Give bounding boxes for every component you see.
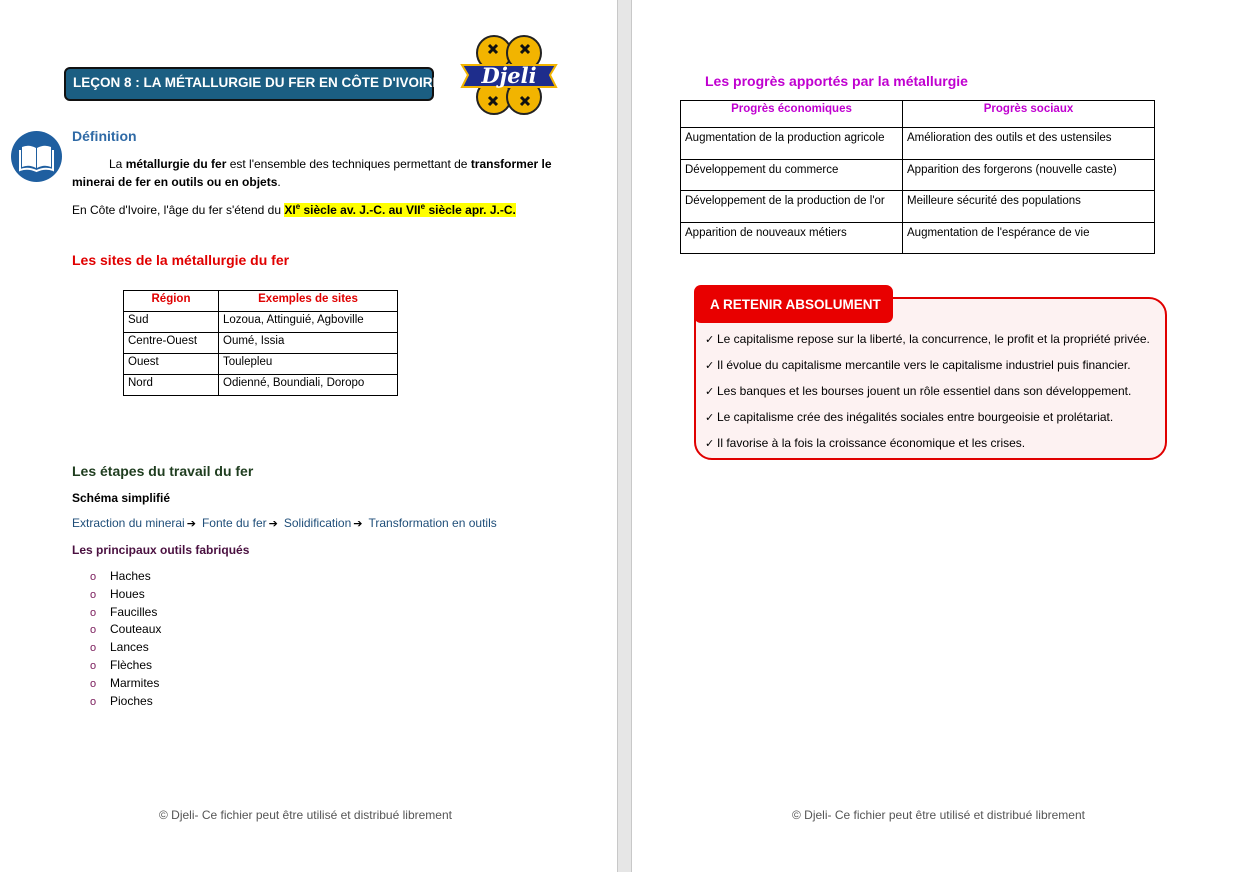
circle-bullet-icon: o (90, 624, 97, 637)
checkmark-icon: ✓ (705, 334, 715, 346)
schema-label: Schéma simplifié (72, 491, 171, 505)
list-item: ✓ Le capitalisme crée des inégalités sociales entre bourgeoisie et prolétariat. (705, 408, 1150, 434)
list-item: ✓ Il évolue du capitalisme mercantile vers le capitalisme industriel puis financier. (705, 356, 1150, 382)
table-cell: Développement de la production de l'or (681, 191, 903, 223)
arrow-right-icon: ➔ (353, 518, 363, 530)
tools-heading: Les principaux outils fabriqués (72, 543, 250, 557)
table-cell: Amélioration des outils et des ustensiles (903, 128, 1155, 160)
table-row (124, 312, 398, 333)
djeli-logo (456, 31, 562, 119)
list-item: o Faucilles (90, 604, 161, 622)
list-item: o Marmites (90, 675, 161, 693)
column-header: Progrès économiques (681, 101, 903, 128)
definition-heading: Définition (72, 128, 137, 144)
etapes-heading: Les étapes du travail du fer (72, 463, 254, 479)
table-cell: Apparition de nouveaux métiers (681, 222, 903, 254)
table-cell: Oumé, Issia (219, 333, 398, 354)
list-item: ✓ Il favorise à la fois la croissance économique et les crises. (705, 434, 1150, 460)
retenir-list (705, 330, 1150, 460)
progres-heading: Les progrès apportés par la métallurgie (705, 73, 968, 89)
arrow-right-icon: ➔ (186, 518, 196, 530)
list-item: o Lances (90, 639, 161, 657)
flow-step: Fonte du fer (201, 516, 267, 530)
retenir-title: A RETENIR ABSOLUMENT (694, 285, 893, 323)
table-cell: Centre-Ouest (124, 333, 219, 354)
arrow-right-icon: ➔ (268, 518, 278, 530)
circle-bullet-icon: o (90, 588, 97, 601)
sites-table (123, 290, 398, 396)
table-row (124, 333, 398, 354)
flow-step: Solidification (283, 516, 352, 530)
table-header-row (681, 101, 1155, 128)
list-item: o Couteaux (90, 621, 161, 639)
list-item: ✓ Les banques et les bourses jouent un rôle essentiel dans son développement. (705, 382, 1150, 408)
table-cell: Meilleure sécurité des populations (903, 191, 1155, 223)
iron-age-paragraph: En Côte d'Ivoire, l'âge du fer s'étend du XIe siècle av. J.-C. au VIIe siècle apr. J.-C. (72, 202, 516, 217)
list-item: o Pioches (90, 693, 161, 711)
page-footer: © Djeli- Ce fichier peut être utilisé et distribué librement (159, 808, 452, 822)
list-item: o Houes (90, 586, 161, 604)
list-item: o Flèches (90, 657, 161, 675)
page-gutter (617, 0, 632, 872)
list-item: ✓ Le capitalisme repose sur la liberté, la concurrence, le profit et la propriété privée. (705, 330, 1150, 356)
checkmark-icon: ✓ (705, 386, 715, 398)
lesson-title: LEÇON 8 : LA MÉTALLURGIE DU FER EN CÔTE D'IVOIRE (64, 67, 434, 101)
right-page (632, 0, 1249, 872)
table-cell: Apparition des forgerons (nouvelle caste) (903, 159, 1155, 191)
table-cell: Développement du commerce (681, 159, 903, 191)
circle-bullet-icon: o (90, 659, 97, 672)
table-row (124, 354, 398, 375)
column-header: Région (124, 291, 219, 312)
circle-bullet-icon: o (90, 571, 97, 583)
table-cell: Lozoua, Attinguié, Agboville (219, 312, 398, 333)
table-cell: Nord (124, 375, 219, 396)
table-header-row (124, 291, 398, 312)
table-cell: Augmentation de l'espérance de vie (903, 222, 1155, 254)
table-cell: Ouest (124, 354, 219, 375)
table-cell: Augmentation de la production agricole (681, 128, 903, 160)
table-row (681, 159, 1155, 191)
table-cell: Sud (124, 312, 219, 333)
definition-paragraph: La métallurgie du fer est l'ensemble des techniques permettant de transformer le minerai de fer en outils ou en objets. (72, 157, 552, 189)
flow-step: Extraction du minerai (72, 516, 185, 530)
checkmark-icon: ✓ (705, 360, 715, 372)
table-row (681, 128, 1155, 160)
column-header: Progrès sociaux (903, 101, 1155, 128)
checkmark-icon: ✓ (705, 412, 715, 424)
page-footer: © Djeli- Ce fichier peut être utilisé et distribué librement (792, 808, 1085, 822)
flow-step: Transformation en outils (368, 516, 497, 530)
logo-text: Djeli (481, 63, 537, 88)
tools-list (90, 568, 161, 710)
left-page (0, 0, 617, 872)
sites-heading: Les sites de la métallurgie du fer (72, 252, 290, 268)
table-cell: Odienné, Boundiali, Doropo (219, 375, 398, 396)
circle-bullet-icon: o (90, 695, 97, 708)
circle-bullet-icon: o (90, 642, 97, 655)
iron-age-highlight: XIe siècle av. J.-C. au VIIe siècle apr. J.-C. (284, 202, 516, 217)
list-item: o Haches (90, 568, 161, 586)
table-cell: Toulepleu (219, 354, 398, 375)
process-flow (72, 516, 497, 530)
column-header: Exemples de sites (219, 291, 398, 312)
checkmark-icon: ✓ (705, 438, 715, 450)
progres-table (680, 100, 1155, 254)
circle-bullet-icon: o (90, 677, 97, 690)
book-icon (11, 131, 62, 182)
table-row (681, 222, 1155, 254)
circle-bullet-icon: o (90, 606, 97, 619)
table-row (124, 375, 398, 396)
table-row (681, 191, 1155, 223)
